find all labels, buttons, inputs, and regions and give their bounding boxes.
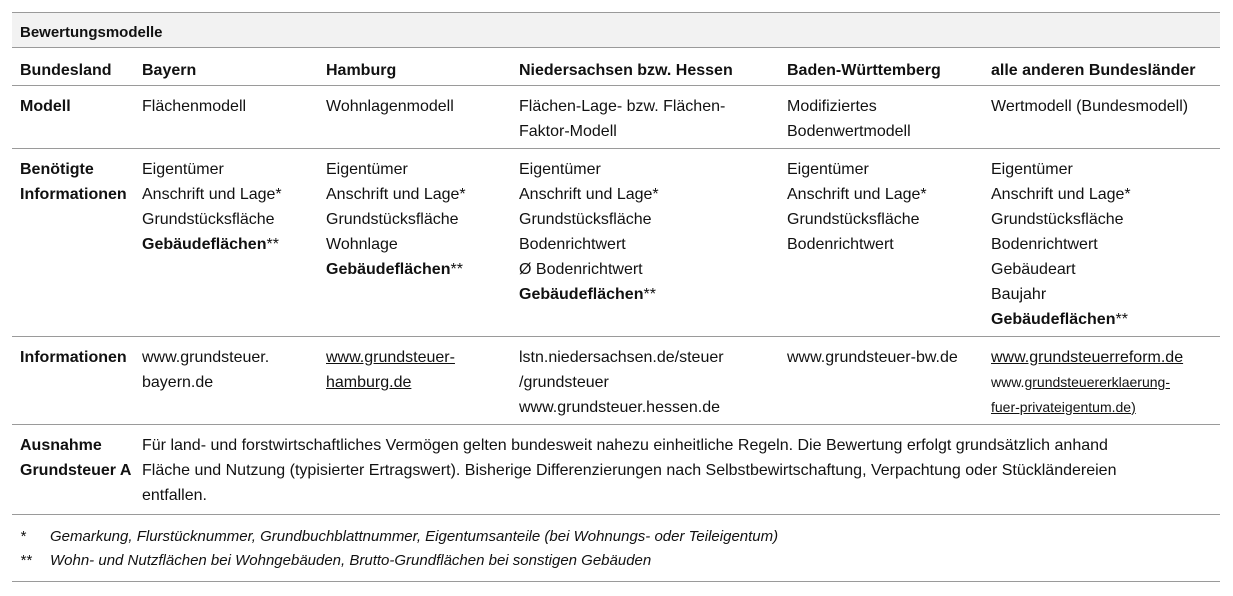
- links-baden-wuerttemberg: [787, 336, 991, 424]
- modell-text: Flächen-Lage- bzw. Flächen-: [519, 97, 726, 115]
- building-area-label: Gebäudeflächen: [142, 235, 267, 253]
- info-item: Grundstücksfläche: [326, 210, 459, 228]
- modell-text: Wertmodell (Bundesmodell): [991, 97, 1189, 115]
- modell-text: Flächenmodell: [142, 97, 247, 115]
- footnote-text: Gemarkung, Flurstücknummer, Grundbuchblattnummer, Eigentumsanteile (bei Wohnungs- oder Teileigentum): [50, 527, 779, 545]
- info-item: Anschrift und Lage*: [519, 185, 659, 203]
- label-line: Ausnahme: [20, 436, 102, 454]
- info-item-building-area: [326, 257, 519, 282]
- footnotes: [12, 514, 1220, 582]
- info-item: Wohnlage: [326, 235, 398, 253]
- modell-label: Modell: [12, 85, 142, 148]
- privateigentum-link[interactable]: fuer-privateigentum.de): [991, 398, 1136, 415]
- header-label: Bundesland: [20, 62, 112, 79]
- info-other-states: [991, 148, 1220, 336]
- links-other-states[interactable]: [991, 336, 1220, 424]
- info-item: Eigentümer: [991, 160, 1073, 178]
- valuation-models-table: [12, 12, 1220, 582]
- modell-other-states: [991, 85, 1220, 148]
- links-label: Informationen: [12, 336, 142, 424]
- grundsteuerreform-link[interactable]: www.grundsteuerreform.de: [991, 348, 1184, 366]
- link-text: bayern.de: [142, 373, 214, 391]
- building-area-label: Gebäudeflächen: [326, 260, 451, 278]
- grundsteuererklaerung-line[interactable]: [991, 370, 1220, 395]
- ausnahme-line: Für land- und forstwirtschaftliches Vermögen gelten bundesweit nahezu einheitliche Regeln. Die Bewertung erfolgt grundsätzlich anhand: [142, 436, 1108, 454]
- grundsteuererklaerung-link[interactable]: grundsteuererklaerung-: [1024, 373, 1170, 390]
- info-bayern: [142, 148, 326, 336]
- required-info-label: [12, 148, 142, 336]
- link-text: /grundsteuer: [519, 373, 609, 391]
- label-line: Grundsteuer A: [20, 461, 132, 479]
- info-baden-wuerttemberg: [787, 148, 991, 336]
- info-item: Gebäudeart: [991, 260, 1076, 278]
- modell-row: [12, 85, 1220, 148]
- label-line: Informationen: [20, 185, 127, 203]
- info-item-building-area: [142, 232, 326, 257]
- footnote-ref: **: [1115, 310, 1128, 328]
- links-bayern: [142, 336, 326, 424]
- ausnahme-label: [12, 424, 142, 514]
- link-text: lstn.niedersachsen.de/steuer: [519, 348, 724, 366]
- info-niedersachsen-hessen: [519, 148, 787, 336]
- modell-niedersachsen-hessen: [519, 85, 787, 148]
- info-item: Eigentümer: [142, 160, 224, 178]
- link-text: www.grundsteuer-bw.de: [787, 348, 958, 366]
- link-prefix: www.: [991, 373, 1025, 390]
- info-item: Grundstücksfläche: [519, 210, 652, 228]
- hamburg-link[interactable]: www.grundsteuer-: [326, 348, 455, 366]
- info-item: Bodenrichtwert: [519, 235, 626, 253]
- building-area-label: Gebäudeflächen: [519, 285, 644, 303]
- link-text: www.grundsteuer.hessen.de: [519, 398, 721, 416]
- ausnahme-text: [142, 424, 1220, 514]
- info-item-building-area: [519, 282, 787, 307]
- info-item: Grundstücksfläche: [991, 210, 1124, 228]
- ausnahme-line: entfallen.: [142, 486, 207, 504]
- header-niedersachsen-hessen: Niedersachsen bzw. Hessen: [519, 62, 733, 79]
- info-item: Anschrift und Lage*: [326, 185, 466, 203]
- hamburg-link[interactable]: hamburg.de: [326, 373, 412, 391]
- header-hamburg: Hamburg: [326, 62, 397, 79]
- header-other-states: alle anderen Bundesländer: [991, 62, 1196, 79]
- info-item: Eigentümer: [519, 160, 601, 178]
- info-hamburg: [326, 148, 519, 336]
- header-bayern: Bayern: [142, 62, 197, 79]
- modell-text: Modifiziertes: [787, 97, 877, 115]
- info-item: Anschrift und Lage*: [787, 185, 927, 203]
- modell-text: Wohnlagenmodell: [326, 97, 454, 115]
- ausnahme-line: Fläche und Nutzung (typisierter Ertragswert). Bisherige Differenzierungen nach Selbstbewirtschaftung, Verpachtung oder Stückländereien: [142, 461, 1117, 479]
- info-item: Baujahr: [991, 285, 1047, 303]
- label-line: Benötigte: [20, 160, 94, 178]
- header-baden-wuerttemberg: Baden-Württemberg: [787, 62, 941, 79]
- modell-hamburg: [326, 85, 519, 148]
- footnote-text: Wohn- und Nutzflächen bei Wohngebäuden, Brutto-Grundflächen bei sonstigen Gebäuden: [50, 551, 652, 569]
- info-item: Eigentümer: [326, 160, 408, 178]
- info-item: Grundstücksfläche: [787, 210, 920, 228]
- info-item: Ø Bodenrichtwert: [519, 260, 643, 278]
- info-item: Anschrift und Lage*: [142, 185, 282, 203]
- info-item-building-area: [991, 307, 1220, 332]
- info-item: Grundstücksfläche: [142, 210, 275, 228]
- links-row: [12, 336, 1220, 424]
- building-area-label: Gebäudeflächen: [991, 310, 1116, 328]
- footnote-ref: **: [266, 235, 279, 253]
- ausnahme-row: [12, 424, 1220, 514]
- footnote-ref: **: [450, 260, 463, 278]
- table-title: Bewertungsmodelle: [12, 12, 1220, 48]
- modell-text: Faktor-Modell: [519, 122, 617, 140]
- modell-baden-wuerttemberg: [787, 85, 991, 148]
- models-grid: [12, 48, 1220, 514]
- footnote-2: [20, 549, 1220, 573]
- header-row: [12, 48, 1220, 85]
- info-item: Eigentümer: [787, 160, 869, 178]
- footnote-1: [20, 525, 1220, 549]
- info-item: Anschrift und Lage*: [991, 185, 1131, 203]
- footnote-mark: **: [20, 551, 32, 569]
- info-item: Bodenrichtwert: [991, 235, 1098, 253]
- modell-text: Bodenwertmodell: [787, 122, 911, 140]
- modell-bayern: [142, 85, 326, 148]
- link-text: www.grundsteuer.: [142, 348, 270, 366]
- links-niedersachsen-hessen: [519, 336, 787, 424]
- links-hamburg[interactable]: [326, 336, 519, 424]
- footnote-ref: **: [643, 285, 656, 303]
- info-item: Bodenrichtwert: [787, 235, 894, 253]
- required-info-row: [12, 148, 1220, 336]
- footnote-mark: *: [20, 527, 26, 545]
